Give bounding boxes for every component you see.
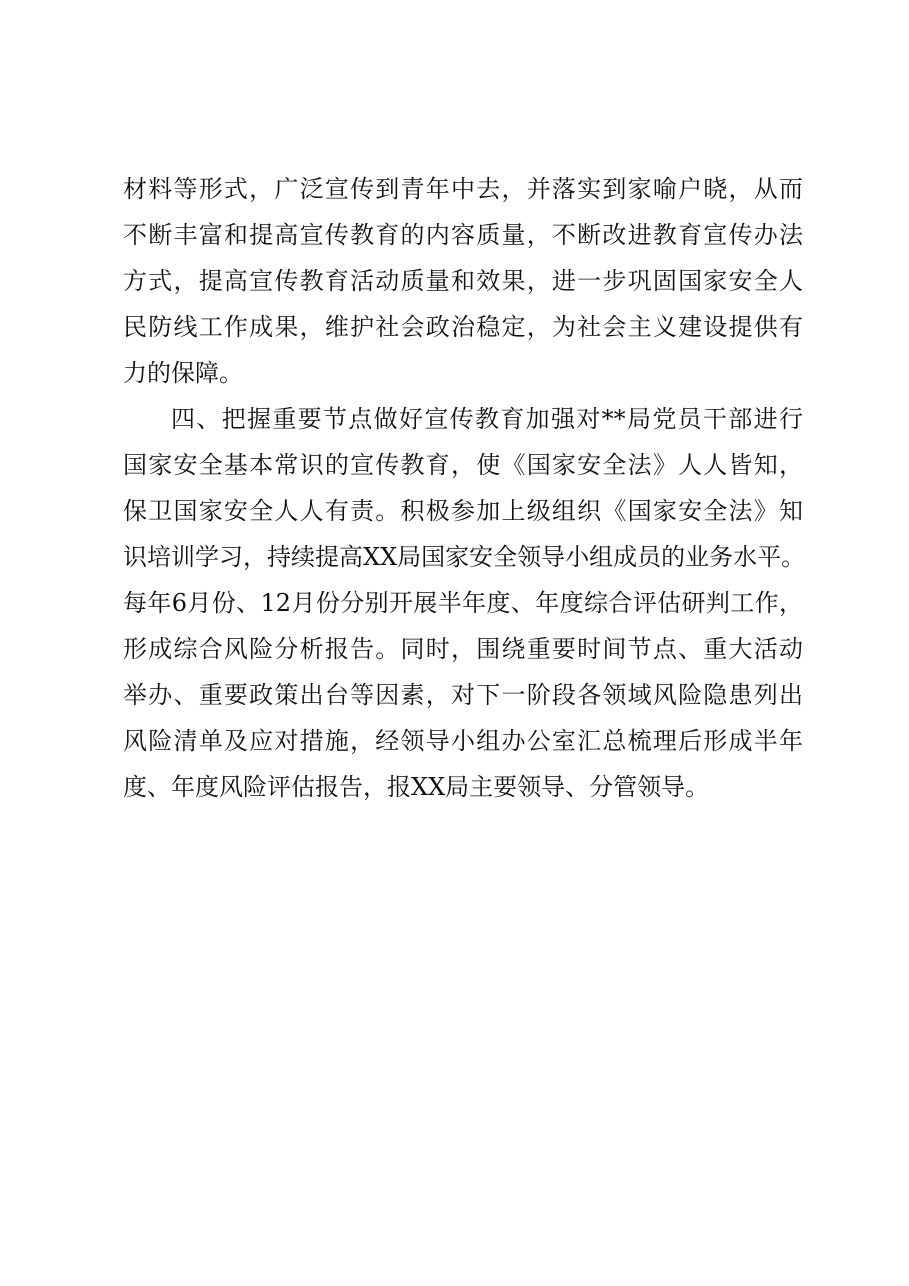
paragraph-1 (123, 166, 803, 396)
text-line: 度、年度风险评估报告，报XX局主要领导、分管领导。 (123, 773, 710, 801)
text-line: 举办、重要政策出台等因素，对下一阶段各领域风险隐患列出 (123, 681, 803, 709)
text-line: 方式，提高宣传教育活动质量和效果，进一步巩固国家安全人 (123, 267, 803, 295)
text-line: 材料等形式，广泛宣传到青年中去，并落实到家喻户晓，从而 (123, 175, 803, 203)
text-line: 每年6月份、12月份分别开展半年度、年度综合评估研判工作， (123, 589, 803, 617)
document-body (123, 166, 806, 810)
paragraph-2 (123, 396, 806, 810)
text-line: 形成综合风险分析报告。同时，围绕重要时间节点、重大活动 (123, 635, 803, 663)
text-line: 国家安全基本常识的宣传教育，使《国家安全法》人人皆知， (123, 451, 803, 479)
text-line: 风险清单及应对措施，经领导小组办公室汇总梳理后形成半年 (123, 727, 803, 755)
text-line: 力的保障。 (123, 359, 243, 387)
text-line: 识培训学习，持续提高XX局国家安全领导小组成员的业务水平。 (123, 543, 806, 571)
text-line: 保卫国家安全人人有责。积极参加上级组织《国家安全法》知 (123, 497, 803, 525)
text-line: 不断丰富和提高宣传教育的内容质量，不断改进教育宣传办法 (123, 221, 803, 249)
text-line: 四、把握重要节点做好宣传教育加强对**局党员干部进行 (171, 405, 803, 433)
text-line: 民防线工作成果，维护社会政治稳定，为社会主义建设提供有 (123, 313, 803, 341)
